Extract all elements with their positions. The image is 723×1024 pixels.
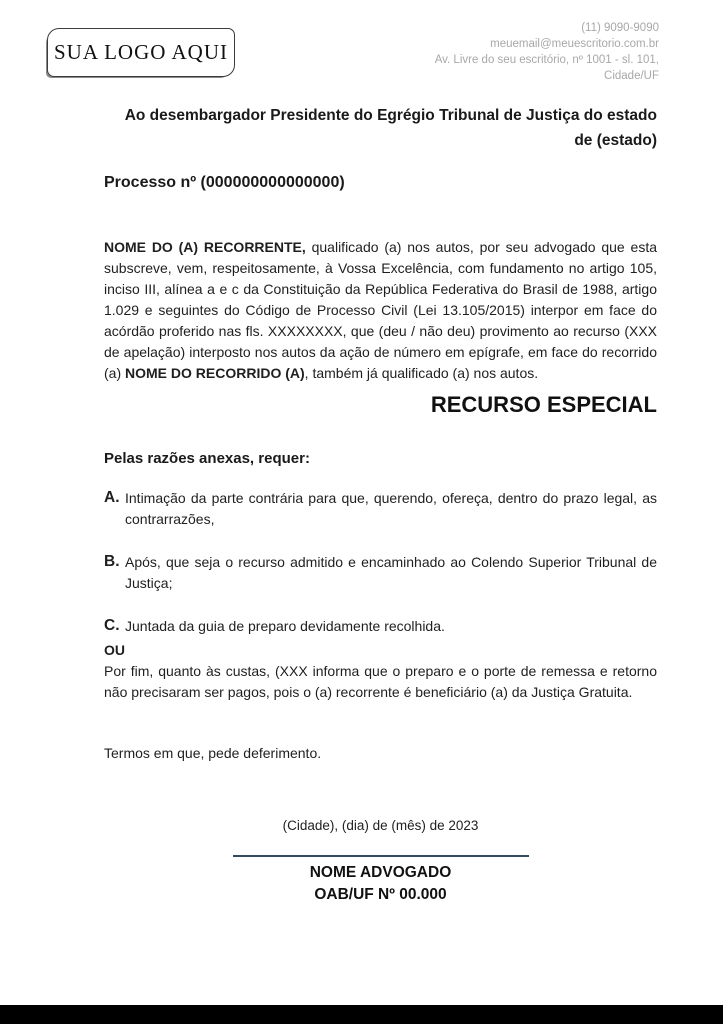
- recorrido-name: NOME DO RECORRIDO (A): [125, 365, 305, 381]
- addressee-heading: Ao desembargador Presidente do Egrégio Tribunal de Justiça do estado de (estado): [124, 107, 657, 149]
- process-number: Processo nº (000000000000000): [104, 174, 345, 191]
- list-item-text: Intimação da parte contrária para que, querendo, ofereça, dentro do prazo legal, as contrarrazões,: [125, 490, 657, 527]
- list-item-letter: A.: [104, 489, 120, 506]
- intro-text-1: qualificado (a) nos autos, por seu advogado que esta subscreve, vem, respeitosamente, à Vossa Excelência, com fundamento no artigo 105, inciso III, alínea a e c da Constituição da República Federativa do Brasil de 1988, artigo 1.029 e seguintes do Código de Processo Civil (Lei 13.105/2015) interpor em face do acórdão proferido nas fls. XXXXXXXX, que (deu / não deu) provimento ao recurso (XXX de apelação) interposto nos autos da ação de número em epígrafe, em face do recorrido (a): [104, 239, 657, 381]
- or-block: [104, 640, 657, 703]
- lawyer-name: NOME ADVOGADO: [309, 864, 452, 881]
- closing-line: Termos em que, pede deferimento.: [104, 745, 322, 761]
- list-item: [104, 488, 657, 530]
- signature-rule-line: [233, 855, 529, 857]
- list-item-text: Juntada da guia de preparo devidamente recolhida.: [125, 618, 445, 634]
- contact-phone: (11) 9090-9090: [581, 22, 659, 34]
- signature-date-line: (Cidade), (dia) de (mês) de 2023: [282, 818, 479, 833]
- document-title: RECURSO ESPECIAL: [430, 392, 657, 417]
- list-item-letter: B.: [104, 553, 120, 570]
- logo-text: SUA LOGO AQUI: [53, 40, 228, 64]
- requests-list: [104, 488, 657, 659]
- contact-address-line1: Av. Livre do seu escritório, nº 1001 - sl. 101,: [434, 54, 659, 66]
- list-item-letter: C.: [104, 617, 120, 634]
- list-item-text: Após, que seja o recurso admitido e encaminhado ao Colendo Superior Tribunal de Justiça;: [125, 554, 657, 591]
- list-item: [104, 552, 657, 594]
- or-label: OU: [104, 642, 125, 658]
- bottom-edge-bar: [0, 1005, 723, 1024]
- contact-address-line2: Cidade/UF: [604, 70, 659, 82]
- signature-block: [104, 818, 657, 906]
- contact-email: meuemail@meuescritorio.com.br: [490, 38, 659, 50]
- lawyer-oab-number: OAB/UF Nº 00.000: [314, 886, 447, 903]
- list-item: [104, 616, 657, 637]
- or-paragraph: Por fim, quanto às custas, (XXX informa que o preparo e o porte de remessa e retorno não precisaram ser pagos, pois o (a) recorrente é beneficiário (a) da Justiça Gratuita.: [104, 663, 657, 700]
- contact-info: [435, 20, 659, 84]
- recorrente-name: NOME DO (A) RECORRENTE,: [104, 239, 306, 255]
- intro-paragraph: [104, 237, 657, 384]
- logo-placeholder-box: [47, 28, 235, 77]
- requests-intro: Pelas razões anexas, requer:: [104, 450, 310, 467]
- intro-text-2: , também já qualificado (a) nos autos.: [304, 365, 539, 381]
